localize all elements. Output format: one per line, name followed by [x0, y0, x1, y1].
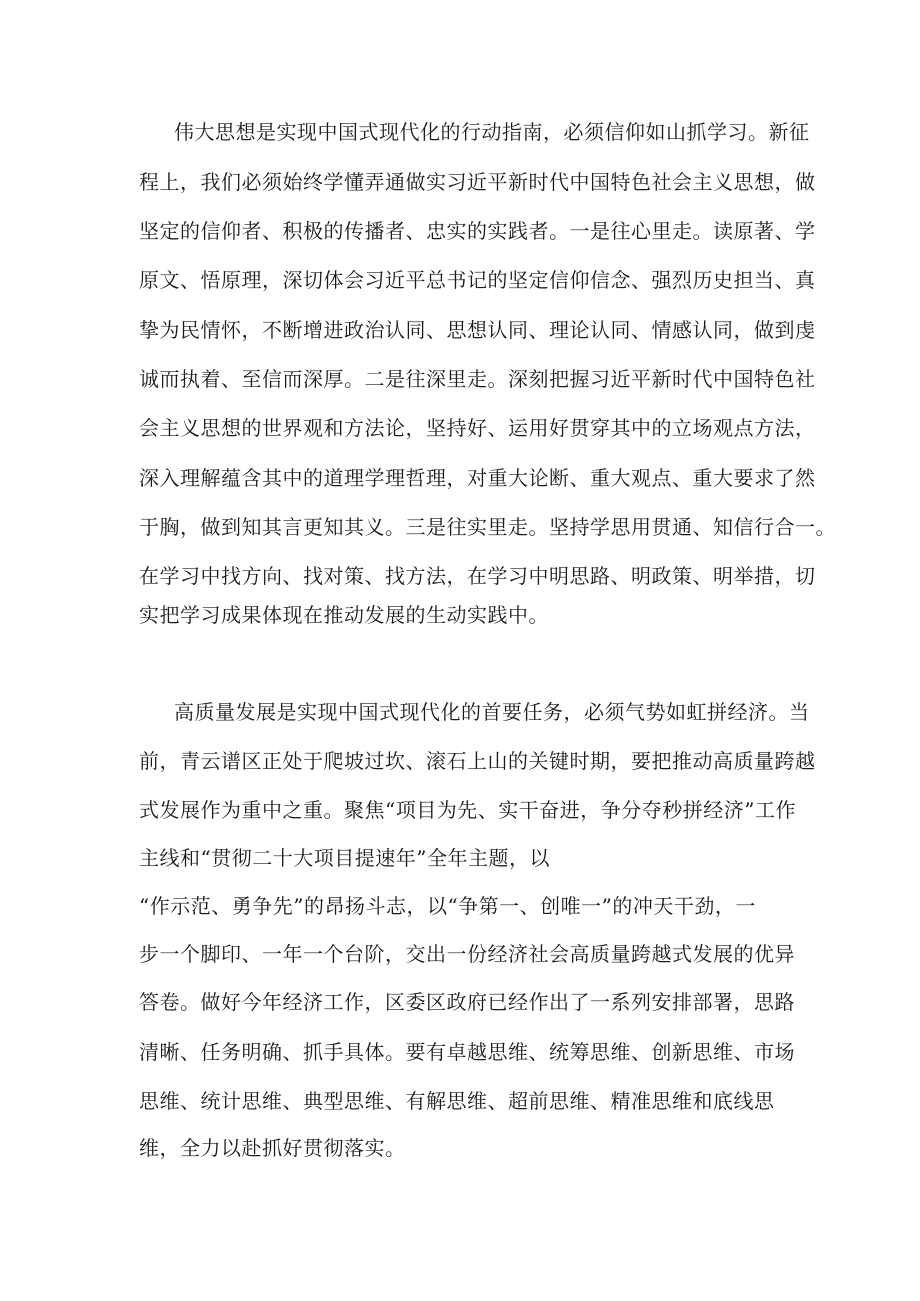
paragraph-line: 答卷。做好今年经济工作，区委区政府已经作出了一系列安排部署，思路 — [139, 990, 795, 1014]
paragraph-line: 在学习中找方向、找对策、找方法，在学习中明思路、明政策、明举措，切 — [139, 564, 816, 588]
paragraph-line: 高质量发展是实现中国式现代化的首要任务，必须气势如虹拼经济。当 — [174, 700, 810, 724]
paragraph-line: 深入理解蕴含其中的道理学理哲理，对重大论断、重大观点、重大要求了然 — [139, 466, 816, 490]
paragraph-line: 诚而执着、至信而深厚。二是往深里走。深刻把握习近平新时代中国特色社 — [139, 367, 816, 391]
paragraph-line: “作示范、勇争先”的昂扬斗志，以“争第一、创唯一”的冲天干劲，一 — [139, 894, 756, 918]
paragraph-line: 于胸，做到知其言更知其义。三是往实里走。坚持学思用贯通、知信行合一。 — [139, 515, 836, 539]
paragraph-line: 前，青云谱区正处于爬坡过坎、滚石上山的关键时期，要把推动高质量跨越 — [139, 749, 816, 773]
paragraph-line: 坚定的信仰者、积极的传播者、忠实的实践者。一是往心里走。读原著、学 — [139, 219, 816, 243]
paragraph-line: 伟大思想是实现中国式现代化的行动指南，必须信仰如山抓学习。新征 — [174, 120, 810, 144]
paragraph-line: 思维、统计思维、典型思维、有解思维、超前思维、精准思维和底线思 — [139, 1089, 775, 1113]
paragraph-line: 会主义思想的世界观和方法论，坚持好、运用好贯穿其中的立场观点方法， — [139, 416, 816, 440]
paragraph-line: 挚为民情怀，不断增进政治认同、思想认同、理论认同、情感认同，做到虔 — [139, 318, 816, 342]
paragraph-line: 实把学习成果体现在推动发展的生动实践中。 — [139, 603, 549, 627]
paragraph-line: 原文、悟原理，深切体会习近平总书记的坚定信仰信念、强烈历史担当、真 — [139, 268, 816, 292]
paragraph-line: 清晰、任务明确、抓手具体。要有卓越思维、统筹思维、创新思维、市场 — [139, 1040, 795, 1064]
paragraph-line: 程上，我们必须始终学懂弄通做实习近平新时代中国特色社会主义思想，做 — [139, 170, 816, 194]
paragraph-line: 主线和“贯彻二十大项目提速年”全年主题，以 — [139, 846, 550, 870]
paragraph-line: 步一个脚印、一年一个台阶，交出一份经济社会高质量跨越式发展的优异 — [139, 942, 795, 966]
paragraph-line: 维，全力以赴抓好贯彻落实。 — [139, 1136, 406, 1160]
paragraph-line: 式发展作为重中之重。聚焦“项目为先、实干奋进，争分夺秒拼经济”工作 — [139, 798, 796, 822]
